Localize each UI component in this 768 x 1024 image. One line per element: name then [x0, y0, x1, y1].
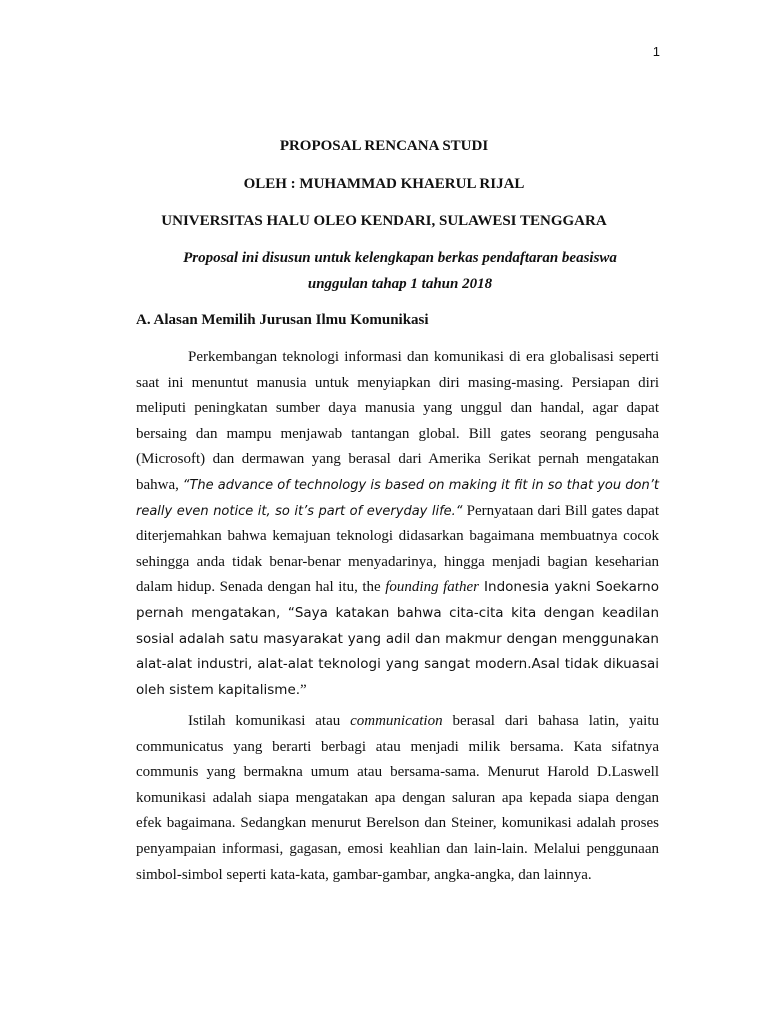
- emphasis-communication: communication: [350, 713, 443, 729]
- soekarno-quote: Indonesia yakni Soekarno pernah mengatakan, “Saya katakan bahwa cita-cita kita dengan keadilan sosial adalah satu masyarakat yang adil dan makmur dengan menggunakan alat-alat industri, alat-alat teknologi yang sangat modern.Asal tidak dikuasai oleh sistem kapitalisme.: [136, 579, 659, 698]
- paragraph-communication: [136, 709, 659, 888]
- paragraph-text: Istilah komunikasi atau: [188, 713, 351, 729]
- page-number: 1: [652, 44, 660, 59]
- proposal-subtitle: [150, 245, 650, 297]
- document-title: PROPOSAL RENCANA STUDI: [279, 138, 489, 154]
- subtitle-line-1: Proposal ini disusun untuk kelengkapan berkas pendaftaran beasiswa: [183, 250, 617, 266]
- section-a-heading: A. Alasan Memilih Jurusan Ilmu Komunikasi: [136, 312, 429, 328]
- closing-quote-mark: ”: [300, 681, 307, 698]
- paragraph-text: berasal dari bahasa latin, yaitu communicatus yang berarti berbagi atau menjadi milik bersama. Kata sifatnya communis yang bermakna umum atau bersama-sama. Menurut Harold D.Laswell komunikasi adalah siapa mengatakan apa dengan saluran apa kepada siapa dengan efek bagaimana. Sedangkan menurut Berelson dan Steiner, komunikasi adalah proses penyampaian informasi, gagasan, emosi keahlian dan lain-lain. Melalui penggunaan simbol-simbol seperti kata-kata, gambar-gambar, angka-angka, dan lainnya.: [136, 713, 659, 883]
- paragraph-text: Pernyataan dari Bill gates dapat diterjemahkan bahwa kemajuan teknologi didasarkan bagaimana membuatnya cocok sehingga anda tidak benar-benar menyadarinya, hingga menjadi bagian keseharian dalam hidup. Senada dengan hal itu, the: [136, 502, 659, 596]
- author-line: OLEH : MUHAMMAD KHAERUL RIJAL: [243, 176, 525, 192]
- emphasis-founding-father: founding father: [385, 579, 479, 596]
- university-line: UNIVERSITAS HALU OLEO KENDARI, SULAWESI TENGGARA: [161, 213, 607, 229]
- paragraph-technology: [136, 345, 659, 703]
- paragraph-text: Perkembangan teknologi informasi dan komunikasi di era globalisasi seperti saat ini menuntut manusia untuk menyiapkan diri masing-masing. Persiapan diri meliputi peningkatan sumber daya manusia yang unggul dan handal, agar dapat bersaing dan mampu menjawab tantangan global. Bill gates seorang pengusaha (Microsoft) dan dermawan yang berasal dari Amerika Serikat pernah mengatakan bahwa,: [136, 349, 659, 493]
- bill-gates-quote: “The advance of technology is based on making it fit in so that you don’t really even notice it, so it’s part of everyday life.“: [136, 477, 659, 519]
- subtitle-line-2: unggulan tahap 1 tahun 2018: [307, 276, 493, 292]
